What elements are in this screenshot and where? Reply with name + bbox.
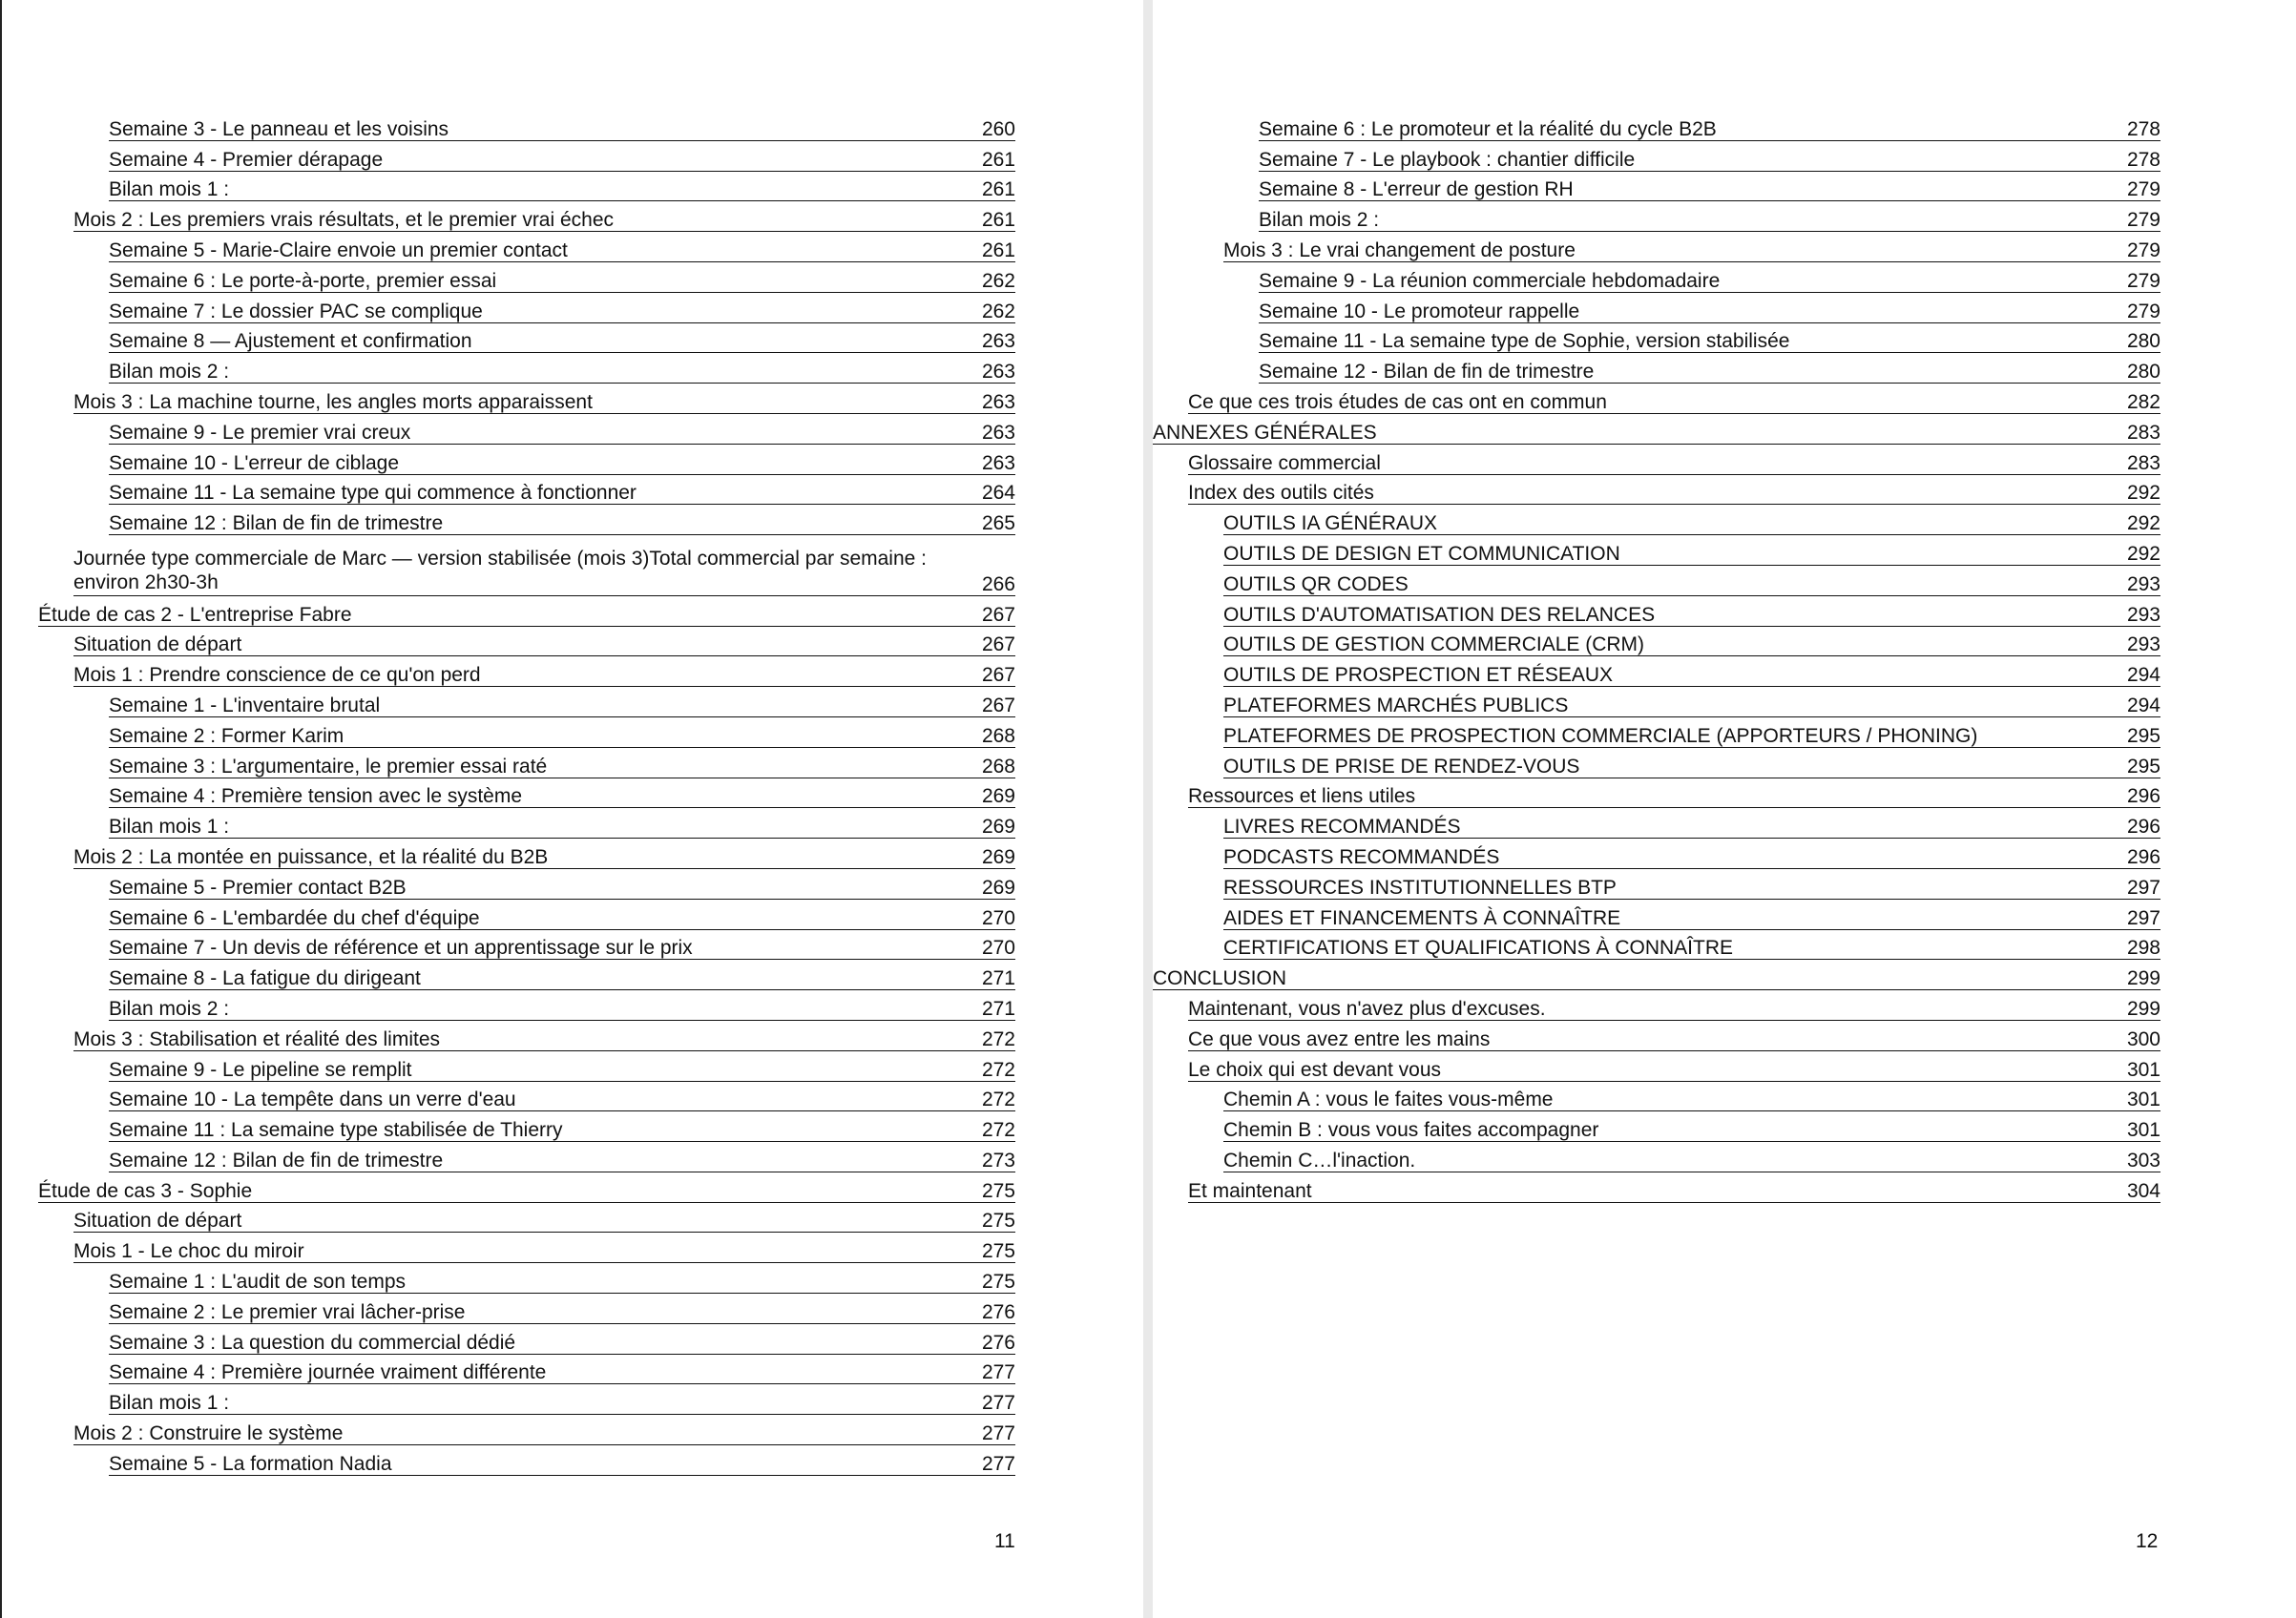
toc-entry-title: Étude de cas 3 - Sophie [38,1179,253,1202]
toc-entry[interactable] [1153,1025,2160,1055]
toc-entry-title: Et maintenant [1188,1179,1312,1202]
toc-entry-page: 262 [981,269,1015,292]
toc-entry-page: 272 [981,1058,1015,1081]
toc-entry-title: Chemin B : vous vous faites accompagner [1223,1119,1599,1142]
toc-entry[interactable] [1153,508,2160,539]
toc-entry-page: 296 [2126,816,2160,839]
toc-entry-page: 261 [981,178,1015,201]
toc-entry-page: 280 [2126,361,2160,384]
left-page [0,0,1143,1618]
toc-entry-page: 263 [981,390,1015,413]
toc-entry[interactable] [38,964,1015,994]
toc-entry-title: OUTILS DE GESTION COMMERCIALE (CRM) [1223,633,1645,656]
toc-entry-page: 269 [981,816,1015,839]
toc-entry-page: 301 [2126,1089,2160,1111]
toc-entry[interactable] [1153,600,2160,631]
toc-entry-page: 298 [2126,937,2160,960]
toc-entry-page: 276 [981,1300,1015,1323]
toc-entry-page: 279 [2126,178,2160,201]
toc-entry-title: Semaine 10 - Le promoteur rappelle [1259,300,1580,322]
toc-entry[interactable] [1153,903,2160,934]
toc-entry-title: Semaine 12 - Bilan de fin de trimestre [1259,361,1595,384]
toc-entry-title: Semaine 7 : Le dossier PAC se complique [109,300,483,322]
toc-entry[interactable] [38,994,1015,1025]
toc-entry-title: Mois 3 : La machine tourne, les angles morts apparaissent [73,390,593,413]
toc-entry-title: Mois 2 : Les premiers vrais résultats, et le premier vrai échec [73,209,615,232]
toc-entry[interactable] [38,357,1015,387]
toc-entry[interactable] [38,873,1015,903]
toc-entry-title: Situation de départ [73,1210,242,1233]
toc-entry-page: 272 [981,1027,1015,1050]
toc-entry[interactable] [38,1359,1015,1389]
toc-entry[interactable] [38,236,1015,266]
toc-entry[interactable] [1153,357,2160,387]
toc-entry-page: 292 [2126,542,2160,565]
toc-entry-title: LIVRES RECOMMANDÉS [1223,816,1461,839]
toc-entry[interactable] [1153,1115,2160,1146]
toc-entry-title: Bilan mois 2 : [1259,209,1380,232]
toc-entry[interactable] [38,1419,1015,1449]
toc-entry[interactable] [1153,994,2160,1025]
toc-entry-page: 261 [981,148,1015,171]
toc-entry[interactable] [1153,752,2160,782]
toc-entry-page: 296 [2126,845,2160,868]
toc-entry-page: 275 [981,1271,1015,1294]
toc-entry-page: 268 [981,755,1015,778]
toc-entry-page: 271 [981,997,1015,1020]
toc-entry-page: 267 [981,603,1015,626]
toc-entry-page: 260 [981,117,1015,140]
toc-entry-title: Semaine 1 - L'inventaire brutal [109,694,381,716]
toc-entry[interactable] [1153,236,2160,266]
toc-entry-title: Mois 3 : Le vrai changement de posture [1223,239,1576,261]
toc-entry-title: Bilan mois 1 : [109,816,230,839]
toc-entry-title: Semaine 7 - Un devis de référence et un apprentissage sur le prix [109,937,693,960]
toc-entry-title: PODCASTS RECOMMANDÉS [1223,845,1500,868]
toc-entry-page: 268 [981,724,1015,747]
toc-entry-page: 280 [2126,330,2160,353]
toc-entry[interactable] [38,1115,1015,1146]
toc-entry-title: Semaine 4 : Première tension avec le système [109,785,523,808]
toc-entry[interactable] [38,903,1015,934]
toc-entry-title: Semaine 1 : L'audit de son temps [109,1271,407,1294]
toc-entry-page: 278 [2126,117,2160,140]
toc-entry-page: 297 [2126,906,2160,929]
toc-entry-title: Situation de départ [73,633,242,656]
toc-entry[interactable] [1153,721,2160,752]
toc-entry-title: Semaine 2 : Le premier vrai lâcher-prise [109,1300,466,1323]
toc-entry[interactable] [1153,145,2160,176]
toc-entry[interactable] [38,1086,1015,1116]
toc-entry-page: 300 [2126,1027,2160,1050]
toc-entry[interactable] [38,448,1015,479]
toc-entry-title: Bilan mois 1 : [109,1392,230,1415]
toc-entry-title: OUTILS DE PROSPECTION ET RÉSEAUX [1223,664,1614,687]
toc-entry[interactable] [1153,1086,2160,1116]
toc-entry-title: OUTILS QR CODES [1223,572,1409,595]
toc-entry-page: 279 [2126,209,2160,232]
toc-entry[interactable] [1153,964,2160,994]
toc-entry-title: Semaine 5 - Premier contact B2B [109,876,407,899]
toc-entry-title: Bilan mois 1 : [109,178,230,201]
right-page [1153,0,2296,1618]
toc-entry-page: 267 [981,694,1015,716]
toc-entry[interactable] [1153,205,2160,236]
toc-entry[interactable] [1153,1176,2160,1207]
toc-entry-page: 261 [981,239,1015,261]
toc-entry[interactable] [38,176,1015,206]
toc-entry-page: 276 [981,1331,1015,1354]
toc-entry-title: Semaine 8 - La fatigue du dirigeant [109,967,421,990]
toc-entry[interactable] [1153,448,2160,479]
toc-entry-page: 278 [2126,148,2160,171]
toc-entry-page: 269 [981,876,1015,899]
toc-entry[interactable] [38,114,1015,145]
toc-entry-title: CERTIFICATIONS ET QUALIFICATIONS À CONNAÎTRE [1223,937,1734,960]
toc-entry[interactable] [38,600,1015,631]
toc-entry-title: Semaine 4 : Première journée vraiment différente [109,1361,547,1384]
toc-entry[interactable] [1153,691,2160,721]
toc-entry-page: 283 [2126,421,2160,444]
toc-entry[interactable] [1153,387,2160,418]
toc-entry-page: 279 [2126,239,2160,261]
toc-entry-page: 269 [981,785,1015,808]
toc-entry-page: 296 [2126,785,2160,808]
toc-entry-title: Semaine 9 - La réunion commerciale hebdomadaire [1259,269,1721,292]
toc-entry-title: Semaine 12 : Bilan de fin de trimestre [109,512,444,535]
toc-entry-page: 272 [981,1089,1015,1111]
toc-entry[interactable] [38,297,1015,327]
toc-entry-page: 269 [981,845,1015,868]
toc-entry-title: CONCLUSION [1153,967,1287,990]
toc-entry[interactable] [38,1297,1015,1328]
toc-entry-title: Semaine 6 : Le promoteur et la réalité du cycle B2B [1259,117,1717,140]
toc-entry-page: 282 [2126,390,2160,413]
toc-entry[interactable] [38,1388,1015,1419]
toc-entry[interactable] [1153,873,2160,903]
toc-entry[interactable] [38,631,1015,661]
toc-entry-title: Semaine 5 - Marie-Claire envoie un premier contact [109,239,568,261]
toc-entry[interactable] [38,812,1015,842]
toc-entry-page: 292 [2126,482,2160,505]
toc-entry[interactable] [38,691,1015,721]
toc-entry-page: 273 [981,1149,1015,1172]
toc-entry[interactable] [38,145,1015,176]
toc-entry-title: Le choix qui est devant vous [1188,1058,1442,1081]
toc-entry[interactable] [38,1328,1015,1359]
toc-entry-page: 275 [981,1179,1015,1202]
toc-entry-title: Index des outils cités [1188,482,1374,505]
toc-entry-page: 265 [981,512,1015,535]
toc-entry-page: 295 [2126,724,2160,747]
toc-entry-title: Semaine 9 - Le premier vrai creux [109,421,411,444]
toc-entry[interactable] [1153,114,2160,145]
toc-entry-page: 263 [981,361,1015,384]
toc-entry[interactable] [38,782,1015,813]
toc-entry-page: 294 [2126,664,2160,687]
toc-entry-title: Semaine 12 : Bilan de fin de trimestre [109,1149,444,1172]
toc-entry-title: Semaine 7 - Le playbook : chantier difficile [1259,148,1636,171]
toc-entry-title: AIDES ET FINANCEMENTS À CONNAÎTRE [1223,906,1621,929]
toc-entry-title: Bilan mois 2 : [109,997,230,1020]
toc-entry-title: OUTILS IA GÉNÉRAUX [1223,512,1438,535]
toc-entry[interactable] [1153,297,2160,327]
toc-entry-page: 283 [2126,451,2160,474]
toc-entry[interactable] [38,327,1015,358]
toc-entry[interactable] [1153,570,2160,600]
toc-entry[interactable] [1153,266,2160,297]
toc-entry[interactable] [1153,934,2160,965]
toc-entry-page: 293 [2126,603,2160,626]
toc-entry-title: Bilan mois 2 : [109,361,230,384]
toc-entry[interactable] [1153,660,2160,691]
toc-entry-title: Semaine 5 - La formation Nadia [109,1452,392,1475]
toc-entry[interactable] [38,1449,1015,1480]
toc-entry-title: Ressources et liens utiles [1188,785,1416,808]
toc-entry-title: Maintenant, vous n'avez plus d'excuses. [1188,997,1546,1020]
toc-entry-title: Semaine 3 : La question du commercial dédié [109,1331,516,1354]
toc-entry-page: 292 [2126,512,2160,535]
toc-entry[interactable] [1153,539,2160,570]
toc-entry-page: 293 [2126,633,2160,656]
toc-entry-title: Semaine 2 : Former Karim [109,724,344,747]
toc-entry-title: OUTILS DE PRISE DE RENDEZ-VOUS [1223,755,1580,778]
toc-entry[interactable] [38,721,1015,752]
toc-entry-title: Étude de cas 2 - L'entreprise Fabre [38,603,352,626]
toc-entry[interactable] [1153,479,2160,509]
toc-entry-page: 263 [981,330,1015,353]
toc-entry-page: 277 [981,1422,1015,1445]
toc-entry[interactable] [1153,782,2160,813]
toc-entry[interactable] [1153,327,2160,358]
toc-entry[interactable] [38,1146,1015,1176]
toc-entry-title: Semaine 3 - Le panneau et les voisins [109,117,449,140]
toc-entry[interactable] [38,1176,1015,1207]
toc-entry[interactable] [1153,631,2160,661]
toc-entry-page: 277 [981,1392,1015,1415]
toc-entry[interactable] [38,266,1015,297]
toc-entry-page: 261 [981,209,1015,232]
page-number-right: 12 [2136,1530,2159,1552]
toc-entry-page: 277 [981,1452,1015,1475]
toc-entry-page: 301 [2126,1119,2160,1142]
toc-entry[interactable] [1153,812,2160,842]
toc-entry[interactable] [38,387,1015,418]
toc-entry-title: Journée type commerciale de Marc — version stabilisée (mois 3)Total commercial par semaine : environ 2h30-3h [73,547,927,593]
toc-entry-page: 295 [2126,755,2160,778]
toc-entry-title: Semaine 11 - La semaine type de Sophie, version stabilisée [1259,330,1790,353]
toc-entry[interactable] [1153,842,2160,873]
toc-entry-page: 294 [2126,694,2160,716]
toc-entry[interactable] [38,660,1015,691]
toc-entry[interactable] [38,479,1015,509]
toc-entry-page: 303 [2126,1149,2160,1172]
toc-entry-page: 279 [2126,300,2160,322]
toc-entry-title: Mois 2 : La montée en puissance, et la réalité du B2B [73,845,549,868]
toc-entry-page: 272 [981,1119,1015,1142]
toc-entry-title: Glossaire commercial [1188,451,1381,474]
toc-entry-title: Semaine 10 - L'erreur de ciblage [109,451,400,474]
toc-entry-page: 277 [981,1361,1015,1384]
toc-entry-title: Ce que ces trois études de cas ont en commun [1188,390,1607,413]
toc-entry-page: 275 [981,1210,1015,1233]
page-number-left: 11 [994,1530,1015,1552]
toc-entry[interactable] [38,1025,1015,1055]
toc-entry-title: Mois 1 : Prendre conscience de ce qu'on perd [73,664,481,687]
toc-entry-title: Chemin C…l'inaction. [1223,1149,1416,1172]
toc-entry[interactable] [38,205,1015,236]
toc-entry-page: 299 [2126,967,2160,990]
toc-entry[interactable] [38,934,1015,965]
toc-entry-title: OUTILS D'AUTOMATISATION DES RELANCES [1223,603,1656,626]
toc-entry-title: Semaine 6 - L'embardée du chef d'équipe [109,906,480,929]
toc-entry-page: 279 [2126,269,2160,292]
toc-entry-title: Semaine 8 - L'erreur de gestion RH [1259,178,1574,201]
toc-entry[interactable] [1153,1146,2160,1176]
toc-entry-page: 304 [2126,1179,2160,1202]
toc-entry-title: Semaine 10 - La tempête dans un verre d'eau [109,1089,516,1111]
toc-entry-page: 297 [2126,876,2160,899]
toc-entry-title: Semaine 6 : Le porte-à-porte, premier essai [109,269,497,292]
toc-entry-title: Mois 1 - Le choc du miroir [73,1240,304,1263]
toc-entry-page: 266 [981,572,1015,595]
toc-entry-title: OUTILS DE DESIGN ET COMMUNICATION [1223,542,1620,565]
toc-entry-title: Semaine 9 - Le pipeline se remplit [109,1058,412,1081]
toc-entry[interactable] [1153,176,2160,206]
toc-entry-title: Mois 2 : Construire le système [73,1422,344,1445]
toc-entry-page: 262 [981,300,1015,322]
toc-entry-page: 267 [981,633,1015,656]
toc-entry-page: 264 [981,482,1015,505]
toc-entry[interactable] [1153,418,2160,448]
toc-entry-page: 263 [981,451,1015,474]
toc-entry[interactable] [38,1207,1015,1237]
toc-entry[interactable] [38,508,1015,539]
toc-list-left [38,114,1015,1480]
toc-entry-title: Ce que vous avez entre les mains [1188,1027,1491,1050]
toc-entry-page: 270 [981,937,1015,960]
toc-entry[interactable] [38,539,1015,600]
toc-entry-title: Semaine 4 - Premier dérapage [109,148,384,171]
toc-entry[interactable] [38,1055,1015,1086]
toc-entry-page: 271 [981,967,1015,990]
toc-entry-title: Semaine 8 — Ajustement et confirmation [109,330,472,353]
toc-entry-title: PLATEFORMES DE PROSPECTION COMMERCIALE (APPORTEURS / PHONING) [1223,724,1978,747]
toc-entry-title: PLATEFORMES MARCHÉS PUBLICS [1223,694,1569,716]
toc-entry-title: Semaine 11 : La semaine type stabilisée de Thierry [109,1119,563,1142]
toc-list-right [1153,114,2160,1207]
toc-entry-page: 301 [2126,1058,2160,1081]
toc-entry-title: ANNEXES GÉNÉRALES [1153,421,1377,444]
toc-entry[interactable] [38,1236,1015,1267]
toc-entry[interactable] [38,752,1015,782]
toc-entry[interactable] [1153,1055,2160,1086]
toc-entry-title: Semaine 3 : L'argumentaire, le premier essai raté [109,755,548,778]
toc-entry-page: 275 [981,1240,1015,1263]
toc-entry[interactable] [38,1267,1015,1297]
toc-entry-title: Chemin A : vous le faites vous-même [1223,1089,1554,1111]
toc-entry-title: RESSOURCES INSTITUTIONNELLES BTP [1223,876,1617,899]
toc-entry-title: Semaine 11 - La semaine type qui commence à fonctionner [109,482,637,505]
toc-entry[interactable] [38,418,1015,448]
toc-entry-page: 263 [981,421,1015,444]
toc-entry-page: 267 [981,664,1015,687]
toc-entry[interactable] [38,842,1015,873]
toc-entry-page: 299 [2126,997,2160,1020]
toc-entry-page: 270 [981,906,1015,929]
toc-entry-page: 293 [2126,572,2160,595]
toc-entry-title: Mois 3 : Stabilisation et réalité des limites [73,1027,440,1050]
